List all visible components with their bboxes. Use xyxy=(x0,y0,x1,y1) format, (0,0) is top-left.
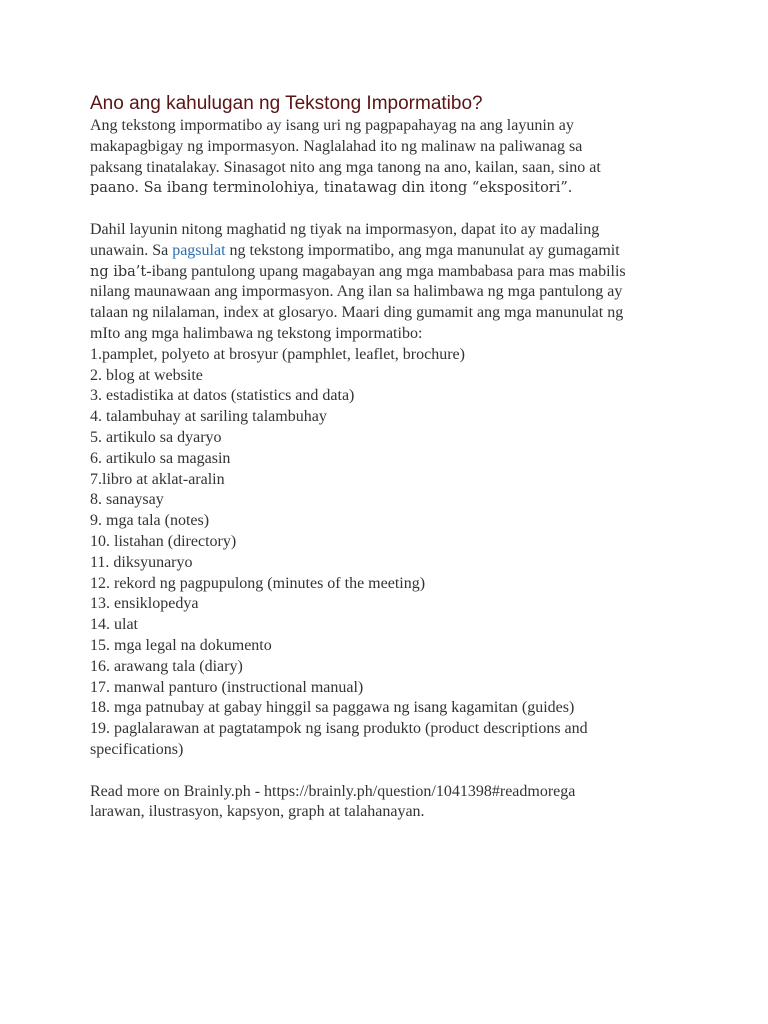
list-item: 3. estadistika at datos (statistics and data) xyxy=(90,387,355,405)
body-line: talaan ng nilalaman, index at glosaryo. Maari ding gumamit ang mga manunulat ng xyxy=(90,304,624,322)
list-item: 15. mga legal na dokumento xyxy=(90,636,272,654)
body-line: nilang maunawaan ang impormasyon. Ang ilan sa halimbawa ng mga pantulong ay xyxy=(90,283,623,301)
body-line: Dahil layunin nitong maghatid ng tiyak na impormasyon, dapat ito ay madaling xyxy=(90,220,600,238)
body-text: ng iba’t xyxy=(90,263,147,280)
read-more-line: Read more on Brainly.ph - https://brainly.ph/question/1041398#readmorega xyxy=(90,782,576,800)
body-text: -ibang pantulong upang magabayan ang mga mambabasa para mas mabilis xyxy=(146,262,626,280)
list-item: 19. paglalarawan at pagtatampok ng isang produkto (product descriptions and xyxy=(90,720,588,738)
pagsulat-link[interactable]: pagsulat xyxy=(172,241,226,259)
document-page xyxy=(90,92,730,823)
body-line xyxy=(90,241,730,262)
body-line: mIto ang mga halimbawa ng tekstong impormatibo: xyxy=(90,324,423,342)
list-item: 5. artikulo sa dyaryo xyxy=(90,428,222,446)
list-item: 13. ensiklopedya xyxy=(90,595,199,613)
paragraph-gap xyxy=(90,761,730,782)
list-item: 2. blog at website xyxy=(90,366,203,384)
examples-list xyxy=(90,345,730,761)
list-item: 9. mga tala (notes) xyxy=(90,512,210,530)
list-item: 16. arawang tala (diary) xyxy=(90,657,243,675)
list-item: 7.libro at aklat-aralin xyxy=(90,470,225,488)
list-item: specifications) xyxy=(90,740,184,758)
list-item: 6. artikulo sa magasin xyxy=(90,449,231,467)
body-paragraph xyxy=(90,220,730,345)
list-item: 8. sanaysay xyxy=(90,491,164,509)
body-line xyxy=(90,262,730,283)
footer-line: larawan, ilustrasyon, kapsyon, graph at talahanayan. xyxy=(90,803,425,821)
list-item: 4. talambuhay at sariling talambuhay xyxy=(90,408,327,426)
list-item: 17. manwal panturo (instructional manual) xyxy=(90,678,364,696)
list-item: 1.pamplet, polyeto at brosyur (pamphlet, leaflet, brochure) xyxy=(90,345,465,363)
list-item: 18. mga patnubay at gabay hinggil sa paggawa ng isang kagamitan (guides) xyxy=(90,699,575,717)
footer-paragraph xyxy=(90,782,730,824)
list-item: 10. listahan (directory) xyxy=(90,532,237,550)
body-text: ng tekstong impormatibo, ang mga manunulat ay gumagamit xyxy=(225,241,620,259)
intro-line: makapagbigay ng impormasyon. Naglalahad ito ng malinaw na paliwanag sa xyxy=(90,137,583,155)
paragraph-gap xyxy=(90,199,730,220)
list-item: 14. ulat xyxy=(90,616,138,634)
page-title: Ano ang kahulugan ng Tekstong Impormatibo? xyxy=(90,93,483,114)
list-item: 11. diksyunaryo xyxy=(90,553,193,571)
intro-line: Ang tekstong impormatibo ay isang uri ng pagpapahayag na ang layunin ay xyxy=(90,117,574,134)
intro-paragraph xyxy=(90,116,730,199)
list-item: 12. rekord ng pagpupulong (minutes of the meeting) xyxy=(90,574,426,592)
intro-line: paksang tinatalakay. Sinasagot nito ang mga tanong na ano, kailan, saan, sino at xyxy=(90,158,601,176)
body-text: unawain. Sa xyxy=(90,241,173,259)
intro-line: paano. Sa ibang terminolohiya, tinatawag din itong “ekspositori”. xyxy=(90,180,573,197)
